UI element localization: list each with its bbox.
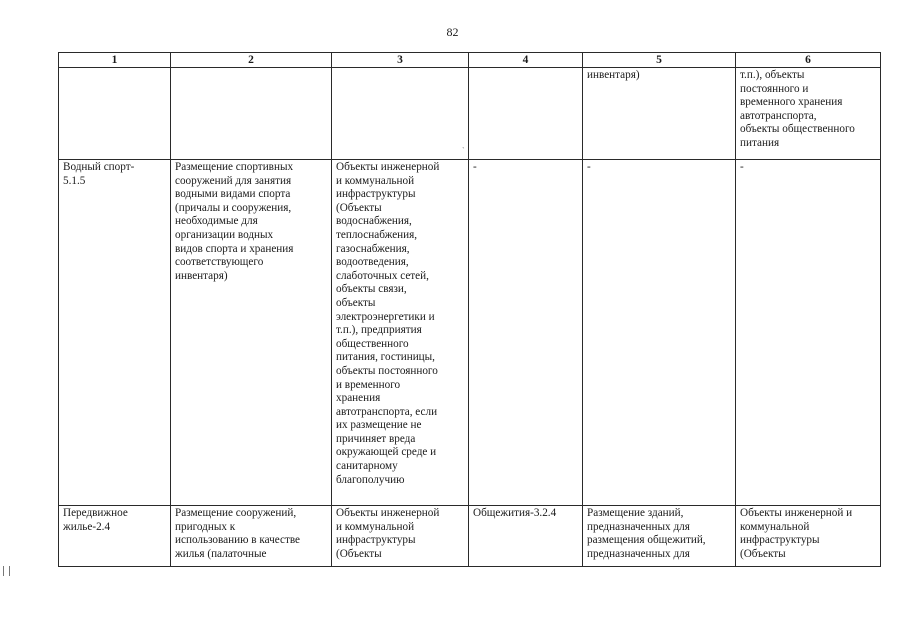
cell-conditional-use: Общежития-3.2.4: [469, 506, 583, 567]
cell-conditional-auxiliary: т.п.), объекты постоянного и временного хранения автотранспорта, объекты общественного питания: [736, 68, 881, 160]
column-header-5: 5: [583, 53, 736, 68]
cell-conditional-description: -: [583, 160, 736, 506]
column-header-6: 6: [736, 53, 881, 68]
header-row: [59, 53, 881, 68]
cell-conditional-description: инвентаря): [583, 68, 736, 160]
cell-use-description: [171, 68, 332, 160]
cell-auxiliary-uses: Объекты инженерной и коммунальной инфраструктуры (Объекты водоснабжения, теплоснабжения, газоснабжения, водоотведения, слаботочных сетей, объекты связи, объекты электроэнергетики и т.п.), предприятия общественного питания, гостиницы, объекты постоянного и временного хранения автотранспорта, если их размещение не причиняет вреда окружающей среде и санитарному благополучию: [332, 160, 469, 506]
column-header-3: 3: [332, 53, 469, 68]
table-row-water-sport: [59, 160, 881, 506]
margin-scan-mark: [3, 566, 10, 576]
cell-auxiliary-uses: Объекты инженерной и коммунальной инфраструктуры (Объекты: [332, 506, 469, 567]
cell-use-description: Размещение спортивных сооружений для занятия водными видами спорта (причалы и сооружения, необходимые для организации водных видов спорта и хранения соответствующего инвентаря): [171, 160, 332, 506]
cell-auxiliary-uses: [332, 68, 469, 160]
cell-use-type: [59, 68, 171, 160]
table-row-continued: [59, 68, 881, 160]
table-row-mobile-housing: [59, 506, 881, 567]
cell-conditional-description: Размещение зданий, предназначенных для размещения общежитий, предназначенных для: [583, 506, 736, 567]
cell-conditional-auxiliary: Объекты инженерной и коммунальной инфраструктуры (Объекты: [736, 506, 881, 567]
scan-speck: `: [462, 146, 465, 155]
column-header-1: 1: [59, 53, 171, 68]
cell-conditional-auxiliary: -: [736, 160, 881, 506]
cell-use-description: Размещение сооружений, пригодных к использованию в качестве жилья (палаточные: [171, 506, 332, 567]
permitted-use-table: [58, 52, 881, 567]
cell-conditional-use: -: [469, 160, 583, 506]
cell-use-type: Водный спорт- 5.1.5: [59, 160, 171, 506]
column-header-4: 4: [469, 53, 583, 68]
cell-conditional-use: [469, 68, 583, 160]
cell-use-type: Передвижное жилье-2.4: [59, 506, 171, 567]
page-number: 82: [446, 25, 459, 39]
column-header-2: 2: [171, 53, 332, 68]
